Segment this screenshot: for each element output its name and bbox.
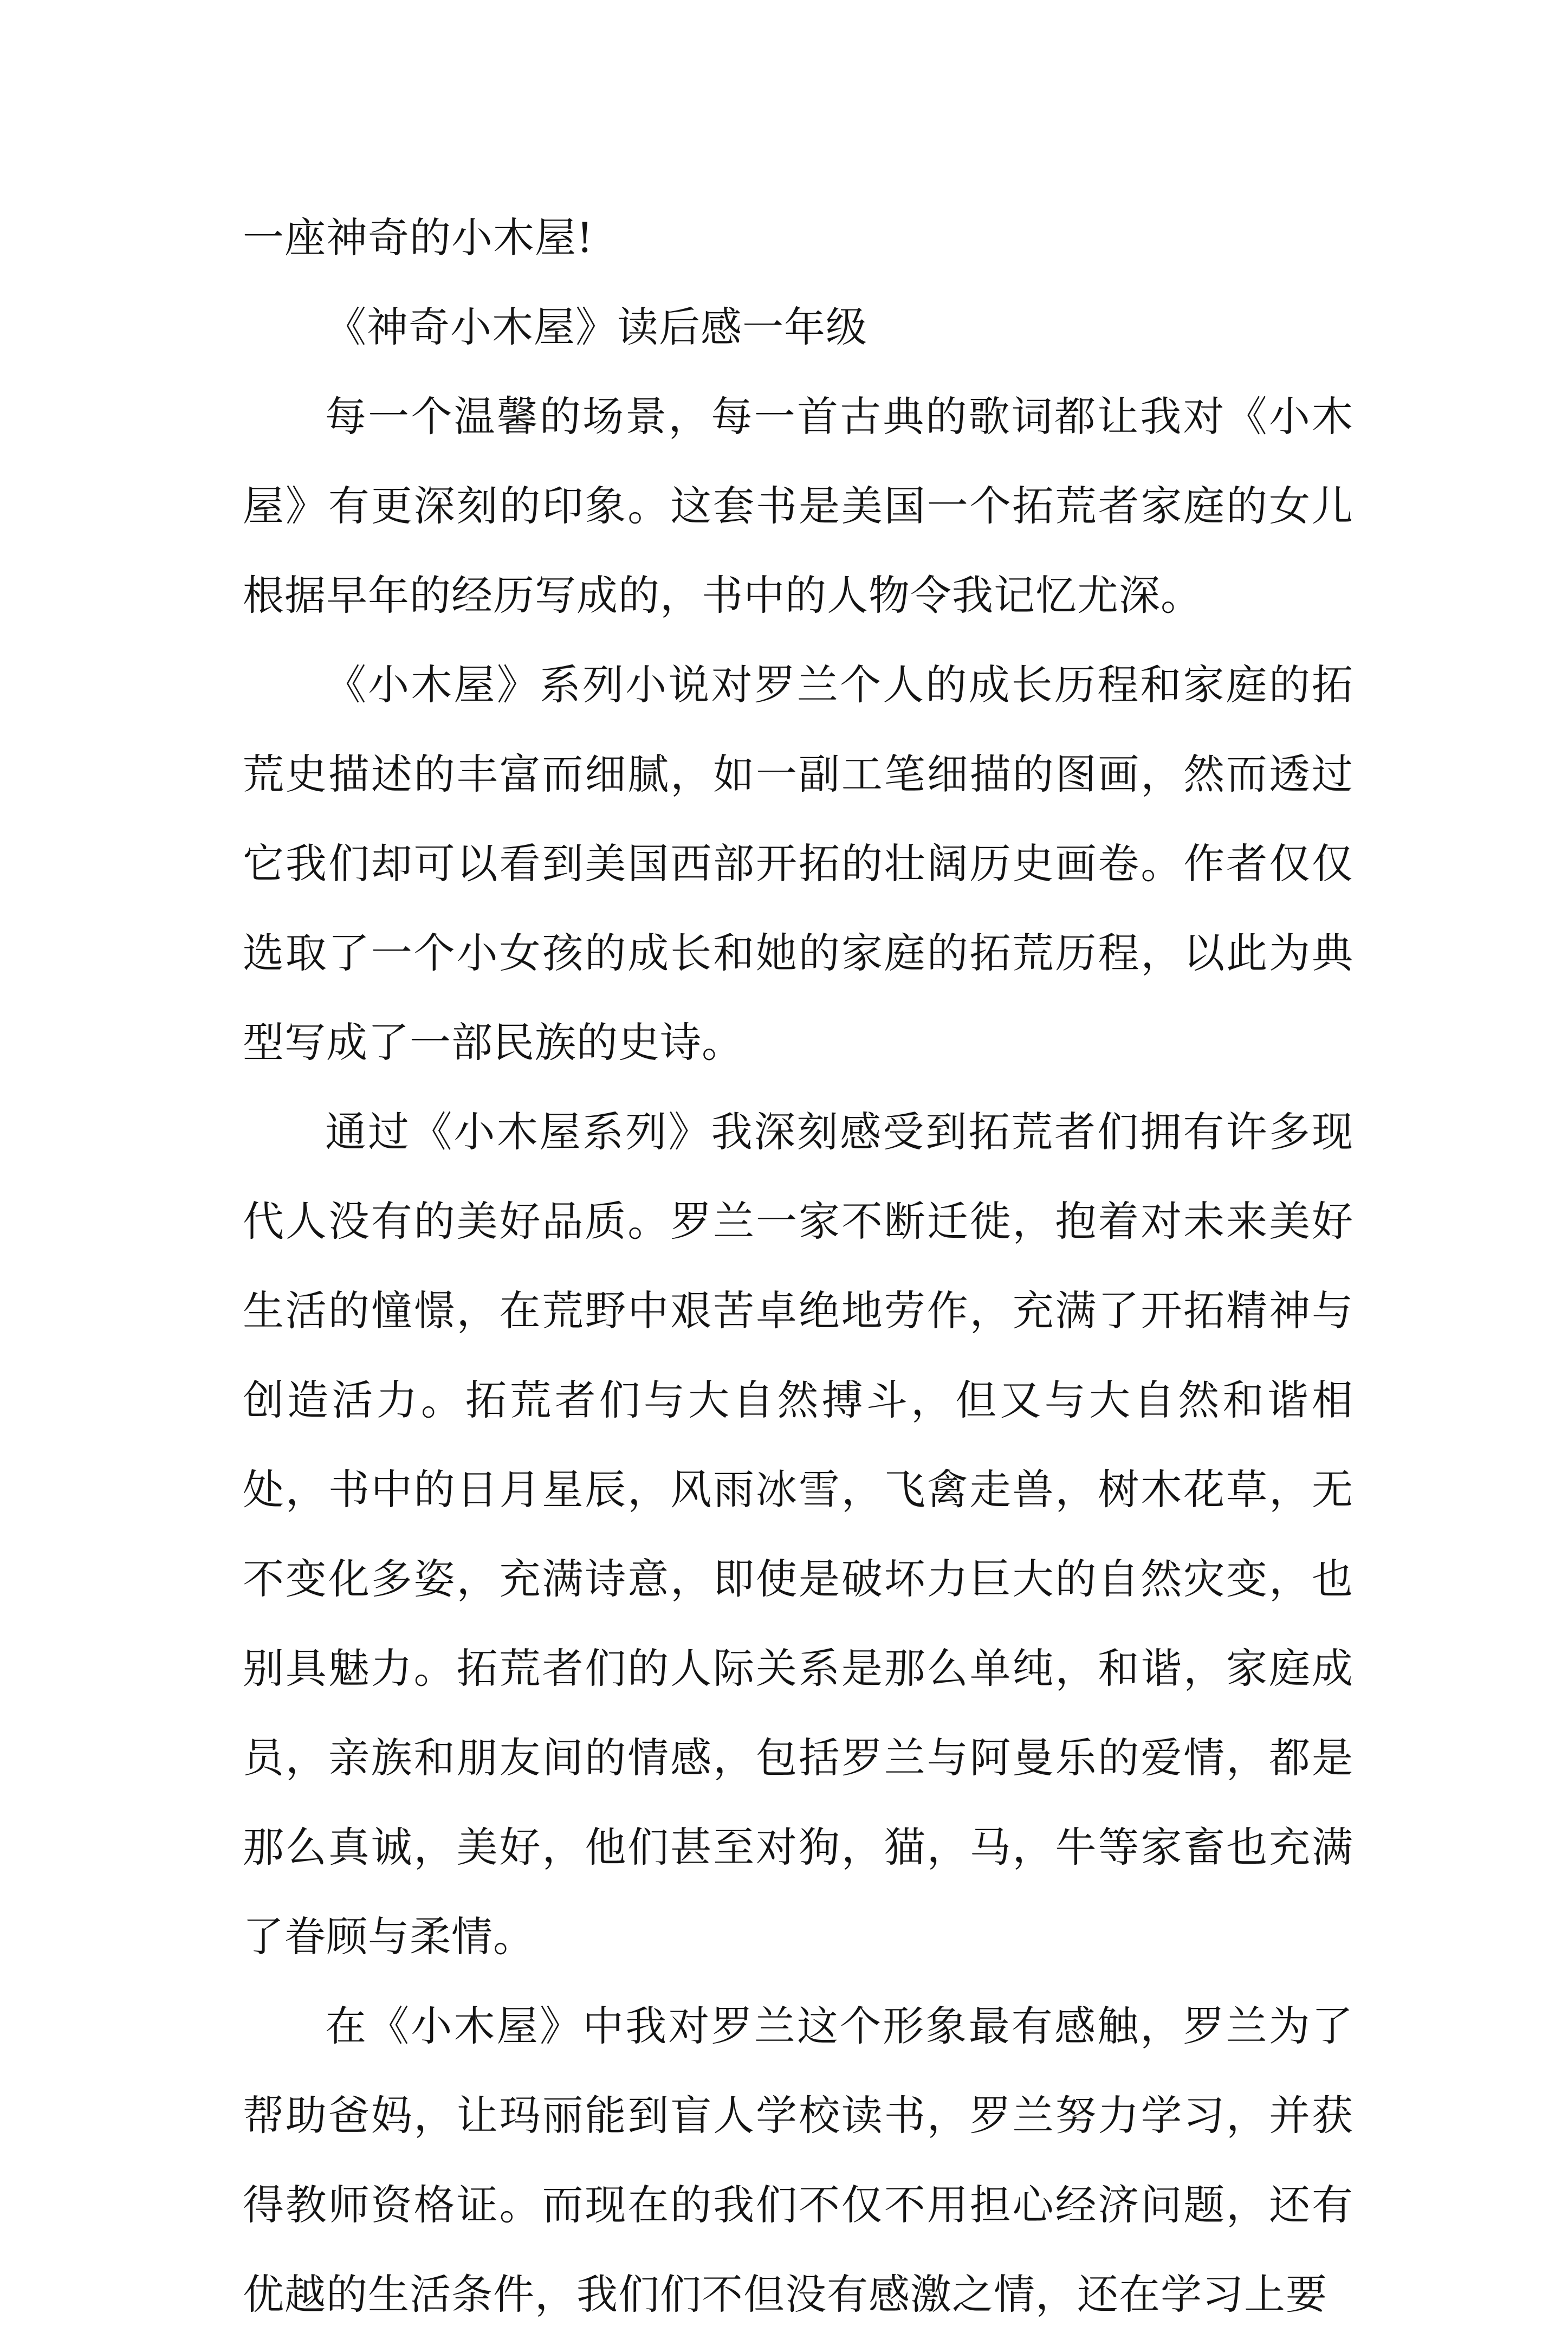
paragraph-continuation: 一座神奇的小木屋! [243, 214, 594, 262]
essay-title: 《神奇小木屋》读后感一年级 [325, 303, 867, 351]
paragraph: 《小木屋》系列小说对罗兰个人的成长历程和家庭的拓荒史描述的丰富而细腻，如一副工笔细描的图画，然而透过它我们却可以看到美国西部开拓的壮阔历史画卷。作者仅仅选取了一个小女孩的成长和她的家庭的拓荒历程，以此为典型写成了一部民族的史诗。 [243, 661, 1353, 1067]
document-body [243, 193, 1353, 2339]
paragraph: 每一个温馨的场景，每一首古典的歌词都让我对《小木屋》有更深刻的印象。这套书是美国一个拓荒者家庭的女儿根据早年的经历写成的，书中的人物令我记忆尤深。 [243, 392, 1353, 619]
paragraph: 在《小木屋》中我对罗兰这个形象最有感触，罗兰为了帮助爸妈，让玛丽能到盲人学校读书，罗兰努力学习，并获得教师资格证。而现在的我们不仅不用担心经济问题，还有优越的生活条件，我们们不但没有感激之情，还在学习上要 [243, 2002, 1353, 2318]
paragraph: 通过《小木屋系列》我深刻感受到拓荒者们拥有许多现代人没有的美好品质。罗兰一家不断迁徙，抱着对未来美好生活的憧憬，在荒野中艰苦卓绝地劳作，充满了开拓精神与创造活力。拓荒者们与大自然搏斗，但又与大自然和谐相处，书中的日月星辰，风雨冰雪，飞禽走兽，树木花草，无不变化多姿，充满诗意，即使是破坏力巨大的自然灾变，也别具魅力。拓荒者们的人际关系是那么单纯，和谐，家庭成员，亲族和朋友间的情感，包括罗兰与阿曼乐的爱情，都是那么真诚，美好，他们甚至对狗，猫，马，牛等家畜也充满了眷顾与柔情。 [243, 1108, 1353, 1961]
